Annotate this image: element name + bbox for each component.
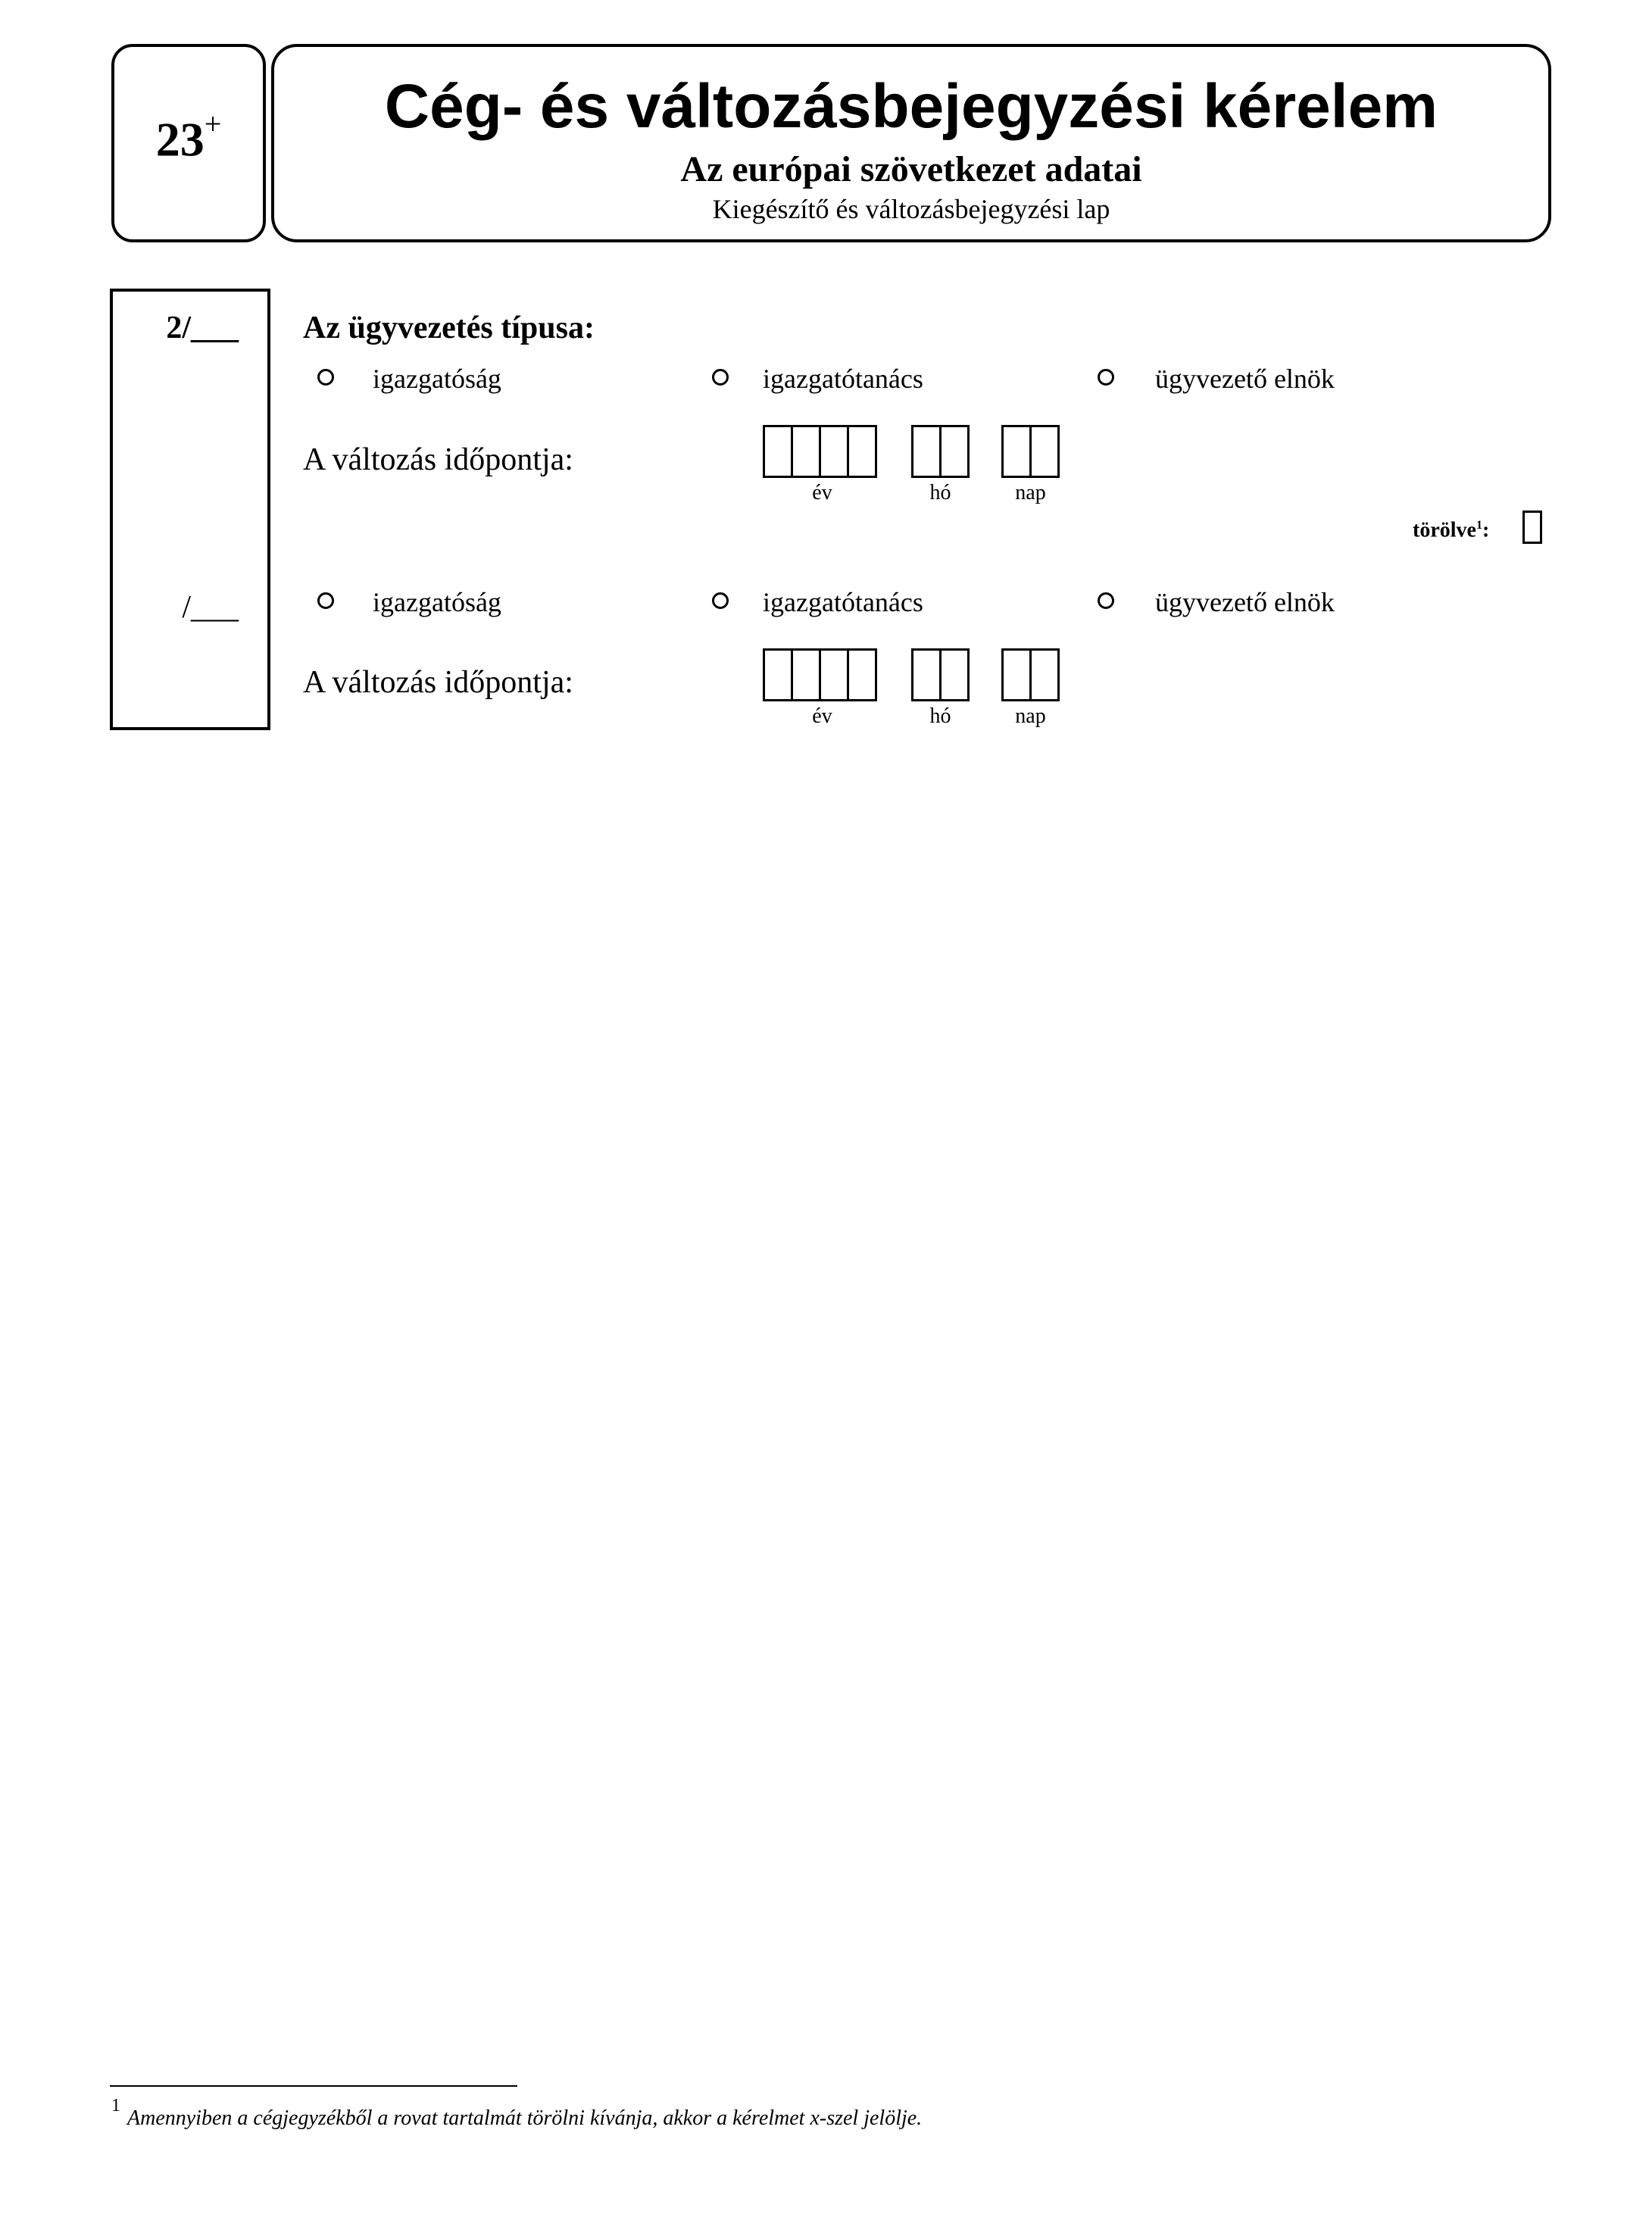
year-input-2[interactable] bbox=[763, 648, 877, 701]
row-number-2: /___ bbox=[182, 590, 239, 625]
month-caption-2: hó bbox=[929, 704, 951, 728]
management-type-title: Az ügyvezetés típusa: bbox=[303, 311, 595, 345]
radio-igazgatotanacs-2[interactable] bbox=[712, 592, 729, 609]
option-label-igazgatotanacs-2: igazgatótanács bbox=[763, 587, 923, 617]
year-input-1[interactable] bbox=[763, 425, 877, 478]
page-subtitle-secondary: Kiegészítő és változásbejegyzési lap bbox=[712, 194, 1110, 224]
footnote-divider bbox=[110, 2085, 517, 2087]
form-number-sup: + bbox=[204, 107, 222, 141]
option-label-ugyvezeto-elnok-2: ügyvezető elnök bbox=[1155, 587, 1335, 617]
month-input-1[interactable] bbox=[911, 425, 970, 478]
day-caption-2: nap bbox=[1015, 704, 1046, 728]
month-caption-1: hó bbox=[929, 481, 951, 504]
deleted-footnote-ref: 1 bbox=[1476, 519, 1482, 532]
month-input-2[interactable] bbox=[911, 648, 970, 701]
year-caption-1: év bbox=[812, 481, 832, 504]
radio-ugyvezeto-elnok-1[interactable] bbox=[1098, 369, 1114, 386]
page-title: Cég- és változásbejegyzési kérelem bbox=[384, 72, 1438, 141]
page-subtitle: Az európai szövetkezet adatai bbox=[680, 149, 1142, 189]
row-number-1: 2/___ bbox=[166, 311, 239, 345]
option-label-igazgatotanacs-1: igazgatótanács bbox=[763, 364, 923, 394]
year-caption-2: év bbox=[812, 704, 832, 728]
option-label-igazgatosag-2: igazgatóság bbox=[373, 587, 501, 617]
radio-igazgatosag-2[interactable] bbox=[317, 592, 334, 609]
footnote-text: Amennyiben a cégjegyzékből a rovat tartalmát törölni kívánja, akkor a kérelmet x-szel jelölje. bbox=[127, 2106, 923, 2130]
radio-igazgatosag-1[interactable] bbox=[317, 369, 334, 386]
row-number-column bbox=[110, 289, 270, 730]
day-input-1[interactable] bbox=[1001, 425, 1060, 478]
day-caption-1: nap bbox=[1015, 481, 1046, 504]
option-label-igazgatosag-1: igazgatóság bbox=[373, 364, 501, 394]
radio-igazgatotanacs-1[interactable] bbox=[712, 369, 729, 386]
deleted-checkbox[interactable] bbox=[1522, 511, 1542, 544]
option-label-ugyvezeto-elnok-1: ügyvezető elnök bbox=[1155, 364, 1335, 394]
radio-ugyvezeto-elnok-2[interactable] bbox=[1098, 592, 1114, 609]
change-date-label-2: A változás időpontja: bbox=[303, 665, 573, 700]
deleted-label: törölve$^1$: bbox=[1413, 518, 1490, 542]
change-date-label-1: A változás időpontja: bbox=[303, 442, 573, 477]
day-input-2[interactable] bbox=[1001, 648, 1060, 701]
footnote-mark: 1 bbox=[111, 2096, 120, 2116]
form-number: 23+ bbox=[155, 107, 222, 167]
